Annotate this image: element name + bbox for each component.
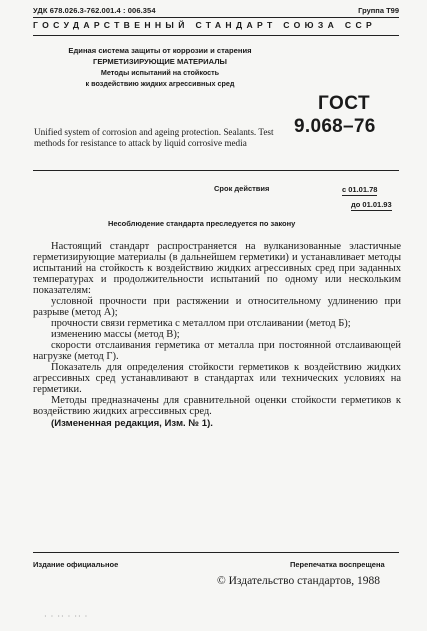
title-divider: [33, 170, 399, 171]
title-block: [50, 45, 270, 89]
paragraph-indicator: Показатель для определения стойкости герметиков к воздействию жидких агрессивных сред устанавливают в стандартах или технических условиях на герметики.: [33, 362, 401, 395]
paragraph-scope: Настоящий стандарт распространяется на вулканизованные эластичные герметизирующие материалы (в дальнейшем герметики) и устанавливает методы испытаний на стойкость к воздействию жидких агрессивных сред при заданных температурах и продолжительности испытаний по одному или нескольким показателям:: [33, 241, 401, 296]
system-title: Единая система защиты от коррозии и старения: [68, 46, 252, 55]
gost-label: ГОСТ: [318, 93, 371, 114]
copyright: © Издательство стандартов, 1988: [217, 575, 381, 587]
header-divider: [33, 35, 399, 36]
method-title-line1: Методы испытаний на стойкость: [100, 68, 220, 77]
validity-to: до 01.01.93: [351, 200, 392, 209]
paragraph-method-g: скорости отслаивания герметика от металла при постоянной отслаивающей нагрузке (метод Г).: [33, 340, 401, 362]
paragraph-method-a: условной прочности при растяжении и относительному удлинению при разрыве (метод А);: [33, 296, 401, 318]
paragraph-method-b: прочности связи герметика с металлом при отслаивании (метод Б);: [51, 318, 351, 329]
udk-code: УДК 678.026.3-762.001.4 : 006.354: [33, 6, 156, 15]
amendment-note: (Измененная редакция, Изм. № 1).: [51, 418, 213, 429]
state-standard-heading: ГОСУДАРСТВЕННЫЙ СТАНДАРТ СОЮЗА ССР: [33, 20, 377, 30]
footer-divider: [33, 552, 399, 553]
top-rule: [33, 17, 399, 18]
english-title: Unified system of corrosion and ageing protection. Sealants. Test methods for resistance to attack by liquid corrosive media: [34, 127, 274, 148]
method-title-line2: к воздействию жидких агрессивных сред: [85, 79, 235, 88]
paragraph-method-v: изменению массы (метод В);: [51, 329, 180, 340]
subject-title: ГЕРМЕТИЗИРУЮЩИЕ МАТЕРИАЛЫ: [93, 57, 227, 66]
validity-from: с 01.01.78: [342, 185, 378, 194]
official-edition: Издание официальное: [33, 560, 119, 569]
group-code: Группа Т99: [358, 6, 399, 15]
faint-stamp: · · ·· · ·· ·: [44, 612, 89, 621]
standard-body: [33, 241, 401, 429]
validity-label: Срок действия: [214, 184, 270, 193]
reprint-notice: Перепечатка воспрещена: [290, 560, 385, 569]
legal-warning: Несоблюдение стандарта преследуется по закону: [108, 219, 296, 228]
gost-number: 9.068–76: [294, 116, 376, 137]
paragraph-purpose: Методы предназначены для сравнительной оценки стойкости герметиков к воздействию жидких агрессивных сред.: [33, 395, 401, 417]
